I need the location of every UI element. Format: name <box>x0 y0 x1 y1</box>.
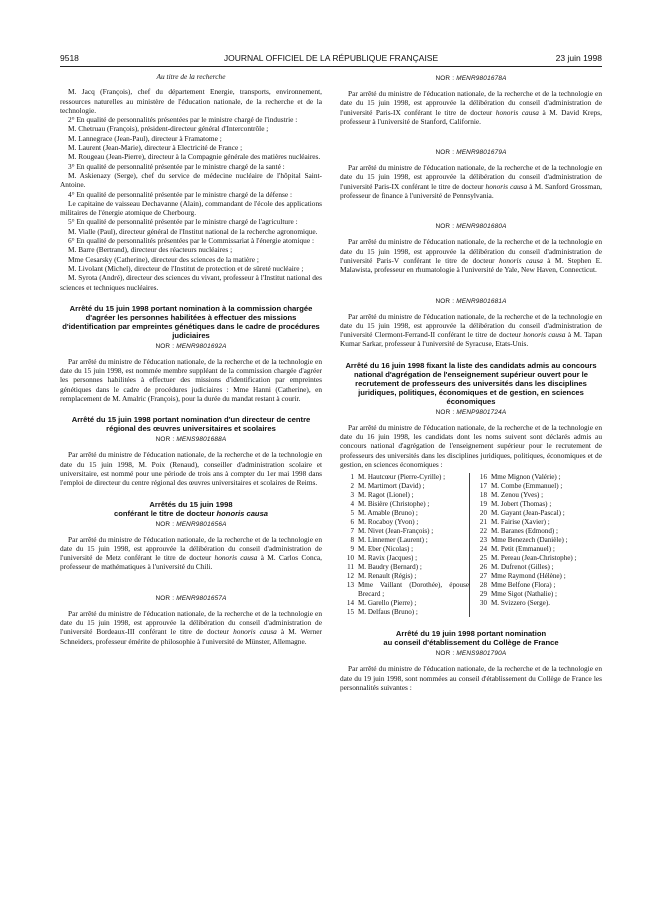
member-paragraph: M. Syrota (André), directeur des sciences du vivant, professeur à l'Institut national des sciences et techniques nucléaires. <box>60 273 322 292</box>
candidate-item <box>473 536 602 545</box>
candidate-rank: 25 <box>479 554 487 563</box>
candidate-item <box>340 509 469 518</box>
nor-reference: NOR : MENP9801724A <box>435 408 507 416</box>
candidate-item <box>340 581 469 599</box>
candidate-name: M. Svizzero (Serge). <box>491 599 550 608</box>
member-paragraph: 6° En qualité de personnalités présentées par le Commissariat à l'énergie atomique : <box>68 236 314 246</box>
member-paragraph: Le capitaine de vaisseau Dechavanne (Alain), commandant de l'école des applications militaires de l'énergie atomique de Cherbourg. <box>60 198 322 218</box>
arrete-body: Par arrêté du ministre de l'éducation nationale, de la recherche et de la technologie en date du 15 juin 1998, est nommée membre suppléant de la commission chargée d'agréer les personnes habilitées à effectuer des missions d'identification par empreintes génétiques dans le cadre de procédures judiciaires : Mme Hanni (Catherine), en remplacement de M. Amalric (François), pour la durée du mandat restant à courir. <box>60 356 322 404</box>
candidate-name: M. Petit (Emmanuel) ; <box>491 545 555 554</box>
candidates-col-right <box>469 473 602 617</box>
candidate-rank: 22 <box>479 527 487 536</box>
candidate-name: M. Martimort (David) ; <box>358 482 425 491</box>
candidate-item <box>473 563 602 572</box>
candidate-item <box>473 599 602 608</box>
header-rule <box>60 66 602 67</box>
candidate-name: M. Garello (Pierre) ; <box>358 599 417 608</box>
candidate-name: M. Eber (Nicolas) ; <box>358 545 414 554</box>
candidate-rank: 1 <box>350 473 354 482</box>
nor-reference: NOR : MENR9801680A <box>435 223 507 231</box>
candidate-item <box>473 482 602 491</box>
candidate-rank: 13 <box>346 581 354 590</box>
candidate-rank: 7 <box>350 527 354 536</box>
nor-reference: NOR : MENR9801657A <box>155 594 227 602</box>
member-paragraph: M. Chetruau (François), président-directeur général d'Intercontrôle ; <box>68 124 269 134</box>
candidate-rank: 5 <box>350 509 354 518</box>
member-paragraph: M. Askienazy (Serge), chef du service de médecine nucléaire de l'hôpital Saint-Antoine. <box>60 170 322 190</box>
candidate-rank: 27 <box>479 572 487 581</box>
candidate-rank: 23 <box>479 536 487 545</box>
candidate-rank: 14 <box>346 599 354 608</box>
member-paragraph: M. Livolant (Michel), directeur de l'Institut de protection et de sûreté nucléaire ; <box>68 263 304 273</box>
candidate-name: M. Jobert (Thomas) ; <box>491 500 552 509</box>
candidate-rank: 2 <box>350 482 354 491</box>
candidate-item <box>473 572 602 581</box>
candidate-rank: 8 <box>350 536 354 545</box>
arrete-body: Par arrêté du ministre de l'éducation nationale, de la recherche et de la technologie en date du 15 juin 1998, est approuvée la délibération du conseil d'administration de l'université Paris-V conférant le titre de docteur honoris causa à M. Stephen E. Malawista, professeur en rhumatologie à l'université de Yale, New Haven, Connecticut. <box>340 237 602 275</box>
candidate-rank: 19 <box>479 500 487 509</box>
arrete-body: Par arrêté du ministre de l'éducation nationale, de la recherche et de la technologie en date du 15 juin 1998, est approuvée la délibération du conseil d'administration de l'université Paris-IX conférant le titre de docteur honoris causa à M. Sanford Grossman, professeur de finance à l'université de Pennsylvania. <box>340 163 602 201</box>
candidate-item <box>473 500 602 509</box>
candidate-name: M. Combe (Emmanuel) ; <box>491 482 563 491</box>
nor-reference: NOR : MENS9801790A <box>435 650 507 658</box>
candidate-name: M. Baudry (Bernard) ; <box>358 563 422 572</box>
recherche-members <box>60 87 322 292</box>
candidate-name: Mme Benezech (Danièle) ; <box>491 536 568 545</box>
candidate-rank: 24 <box>479 545 487 554</box>
arrete-title: Arrêté du 16 juin 1998 fixant la liste des candidats admis au concours national d'agrégation de l'enseignement supérieur ouvert pour le recrutement de professeurs des universités dans les disciplines juridiques, politiques, économiques et de gestion, en sciences économiques <box>345 360 597 406</box>
candidate-name: Mme Mignon (Valérie) ; <box>491 473 561 482</box>
candidate-item <box>473 509 602 518</box>
candidate-name: M. Renault (Régis) ; <box>358 572 417 581</box>
candidate-name: Mme Raymond (Hélène) ; <box>491 572 566 581</box>
candidate-name: Mme Belfone (Flora) ; <box>491 581 556 590</box>
candidate-name: M. Rocaboy (Yvon) ; <box>358 518 419 527</box>
arrete-body: Par arrêté du ministre de l'éducation nationale, de la recherche et de la technologie en date du 19 juin 1998, sont nommées au conseil d'établissement du Collège de France les personnalités suivantes : <box>340 664 602 692</box>
candidate-name: M. Zenou (Yves) ; <box>491 491 544 500</box>
member-paragraph: M. Barre (Bertrand), directeur des réacteurs nucléaires ; <box>68 245 233 255</box>
candidate-rank: 16 <box>479 473 487 482</box>
member-paragraph: 4° En qualité de personnalité présentée par le ministre chargé de la défense : <box>68 189 293 199</box>
candidate-item <box>473 545 602 554</box>
nor-reference: NOR : MENR9801692A <box>155 342 227 350</box>
journal-title: JOURNAL OFFICIEL DE LA RÉPUBLIQUE FRANÇAISE <box>223 53 439 63</box>
candidate-item <box>473 581 602 590</box>
candidate-name: M. Gayant (Jean-Pascal) ; <box>491 509 565 518</box>
arrete-body: Par arrêté du ministre de l'éducation nationale, de la recherche et de la technologie en date du 15 juin 1998, est approuvée la délibération du conseil d'administration de l'université Clermont-Ferrand-II conférant le titre de docteur honoris causa à M. Tapan Kumar Sarkar, professeur à l'université de Syracuse, Etats-Unis. <box>340 311 602 349</box>
candidate-rank: 17 <box>479 482 487 491</box>
section-title: Au titre de la recherche <box>156 72 226 81</box>
candidate-rank: 10 <box>346 554 354 563</box>
candidate-name: M. Nivet (Jean-François) ; <box>358 527 434 536</box>
candidate-name: M. Fairise (Xavier) ; <box>491 518 550 527</box>
candidate-rank: 21 <box>479 518 487 527</box>
nor-reference: NOR : MENR9801679A <box>435 149 507 157</box>
candidate-name: Mme Sigot (Nathalie) ; <box>491 590 557 599</box>
nor-reference: NOR : MENR9801678A <box>435 75 507 82</box>
candidate-item <box>340 554 469 563</box>
member-paragraph: M. Jacq (François), chef du département Energie, transports, environnement, ressources naturelles au ministère de l'éducation nationale, de la recherche et de la technologie. <box>60 87 322 115</box>
candidate-name: M. Dufrenot (Gilles) ; <box>491 563 554 572</box>
candidate-name: M. Bisière (Christophe) ; <box>358 500 430 509</box>
candidate-item <box>340 536 469 545</box>
arrete-title: Arrêtés du 15 juin 1998 conférant le titre de docteur honoris causa <box>113 499 269 518</box>
candidate-item <box>340 572 469 581</box>
candidate-rank: 30 <box>479 599 487 608</box>
candidate-rank: 4 <box>350 500 354 509</box>
candidate-item <box>340 608 469 617</box>
candidate-rank: 26 <box>479 563 487 572</box>
candidate-rank: 20 <box>479 509 487 518</box>
arrete-body: Par arrêté du ministre de l'éducation nationale, de la recherche et de la technologie en date du 15 juin 1998, est approuvée la délibération du conseil d'administration de l'université de Metz conférant le titre de docteur honoris causa à M. Carlos Conca, professeur de mathématiques à l'université du Chili. <box>60 534 322 572</box>
candidate-name: M. Ragot (Lionel) ; <box>358 491 414 500</box>
candidate-rank: 29 <box>479 590 487 599</box>
member-paragraph: 5° En qualité de personnalité présentée par le ministre chargé de l'agriculture : <box>68 217 298 227</box>
page-number: 9518 <box>60 53 79 63</box>
member-paragraph: M. Vialle (Paul), directeur général de l'Institut national de la recherche agronomique. <box>68 226 318 236</box>
candidate-item <box>340 518 469 527</box>
member-paragraph: 2° En qualité de personnalités présentées par le ministre chargé de l'industrie : <box>68 115 298 125</box>
left-column <box>60 72 322 892</box>
candidate-name: M. Hautcœur (Pierre-Cyrille) ; <box>358 473 446 482</box>
candidate-name: M. Baranes (Edmond) ; <box>491 527 558 536</box>
candidate-rank: 6 <box>350 518 354 527</box>
nor-reference: NOR : MENR9801656A <box>155 520 227 528</box>
member-paragraph: 3° En qualité de personnalité présentée par le ministre chargé de la santé : <box>68 161 285 171</box>
candidate-item <box>473 554 602 563</box>
candidate-name: M. Ravix (Jacques) ; <box>358 554 418 563</box>
issue-date: 23 juin 1998 <box>555 53 602 63</box>
candidate-item <box>473 473 602 482</box>
candidates-col-left <box>340 473 469 617</box>
candidate-rank: 12 <box>346 572 354 581</box>
arrete-title: Arrêté du 15 juin 1998 portant nomination d'un directeur de centre régional des œuvres universitaires et scolaires <box>71 415 311 434</box>
candidate-rank: 11 <box>347 563 354 572</box>
candidate-item <box>340 500 469 509</box>
candidate-rank: 28 <box>479 581 487 590</box>
admitted-candidates-list <box>340 473 602 617</box>
arrete-body: Par arrêté du ministre de l'éducation nationale, de la recherche et de la technologie en date du 15 juin 1998, est approuvée la délibération du conseil d'administration de l'université Bordeaux-III conférant le titre de docteur honoris causa à M. Werner Schneiders, professeur émérite de philosophie à l'université de Münster, Allemagne. <box>60 608 322 646</box>
candidate-name: M. Linnemer (Laurent) ; <box>358 536 428 545</box>
member-paragraph: M. Rougeau (Jean-Pierre), directeur à la Compagnie générale des matières nucléaires. <box>68 152 321 162</box>
candidate-item <box>473 491 602 500</box>
arrete-body: Par arrêté du ministre de l'éducation nationale, de la recherche et de la technologie en date du 16 juin 1998, les candidats dont les noms suivent sont déclarés admis au concours national d'agrégation de l'enseignement supérieur pour le recrutement de professeurs des universités dans les disciplines juridiques, politiques, économiques et de gestion, en sciences économiques : <box>340 422 602 469</box>
nor-reference: NOR : MENR9801681A <box>435 297 507 305</box>
nor-reference: NOR : MENS9801688A <box>155 436 227 444</box>
arrete-title: Arrêté du 15 juin 1998 portant nomination à la commission chargée d'agréer les personnes habilitées à effectuer des missions d'identification par empreintes génétiques dans le cadre de procédures judiciaires <box>62 303 320 340</box>
right-column <box>340 72 602 892</box>
candidate-name: M. Amable (Bruno) ; <box>358 509 418 518</box>
member-paragraph: Mme Cesarsky (Catherine), directeur des sciences de la matière ; <box>68 254 259 264</box>
candidate-item <box>340 473 469 482</box>
candidate-item <box>340 491 469 500</box>
candidate-rank: 9 <box>350 545 354 554</box>
candidate-item <box>340 563 469 572</box>
candidate-rank: 3 <box>350 491 354 500</box>
candidate-rank: 15 <box>346 608 354 617</box>
candidate-name: M. Delfaus (Bruno) ; <box>358 608 418 617</box>
arrete-body: Par arrêté du ministre de l'éducation nationale, de la recherche et de la technologie en date du 15 juin 1998, est approuvée la délibération du conseil d'administration de l'université Paris-IX conférant le titre de docteur honoris causa à M. David Kreps, professeur à l'université de Stanford, Californie. <box>340 89 602 126</box>
member-paragraph: M. Laurent (Jean-Marie), directeur à Electricité de France ; <box>68 143 243 153</box>
candidate-item <box>473 518 602 527</box>
page-header <box>60 52 602 65</box>
candidate-item <box>473 527 602 536</box>
arrete-body: Par arrêté du ministre de l'éducation nationale, de la recherche et de la technologie en date du 15 juin 1998, M. Poix (Renaud), conseiller d'administration scolaire et universitaire, est nommé pour une période de trois ans à compter du 1er mai 1998 dans l'emploi de directeur du centre régional des œuvres universitaires et scolaires de Reims. <box>60 450 322 488</box>
candidate-item <box>473 590 602 599</box>
candidate-item <box>340 545 469 554</box>
candidate-item <box>340 599 469 608</box>
candidate-name: M. Pereau (Jean-Christophe) ; <box>491 554 577 563</box>
candidate-item <box>340 527 469 536</box>
candidate-item <box>340 482 469 491</box>
candidate-rank: 18 <box>479 491 487 500</box>
arrete-title: Arrêté du 19 juin 1998 portant nomination au conseil d'établissement du Collège de France <box>383 629 559 648</box>
candidate-name: Mme Vaillant (Dorothée), épouse Brecard ; <box>358 581 469 599</box>
member-paragraph: M. Lannegrace (Jean-Paul), directeur à Framatome ; <box>68 133 222 143</box>
